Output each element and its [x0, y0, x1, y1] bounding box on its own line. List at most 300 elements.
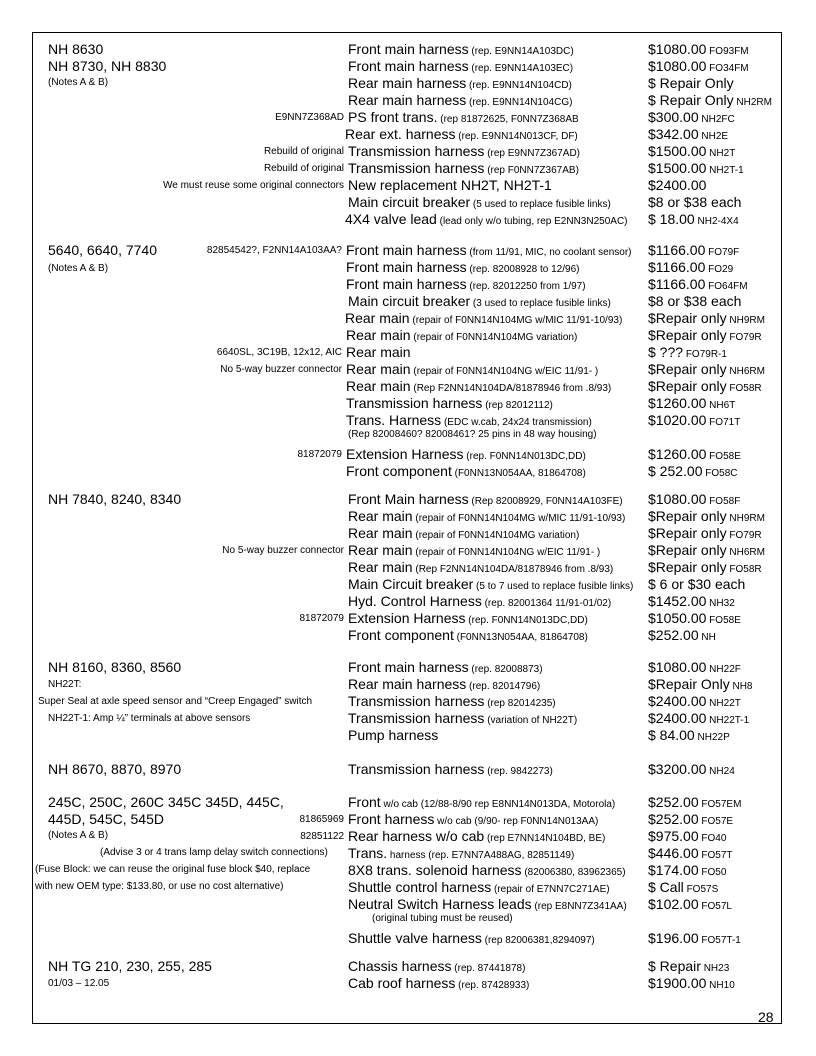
side-note: Super Seal at axle speed sensor and “Creep Engaged” switch [38, 696, 313, 707]
part-description [346, 396, 553, 411]
part-detail: (rep. 82001364 11/91-01/02) [481, 598, 612, 609]
price: $ 252.00 [648, 463, 703, 479]
part-code: NH2RM [733, 97, 772, 108]
part-name: Rear main [348, 525, 413, 541]
part-name: Front main harness [346, 276, 467, 292]
part-code: FO58E [706, 615, 741, 626]
part-code: FO79F [705, 247, 740, 258]
part-code: FO57EM [698, 799, 742, 810]
part-code: FO58F [706, 496, 741, 507]
price-cell [648, 76, 734, 90]
part-name: Transmission harness [348, 710, 485, 726]
part-name: Front main harness [348, 58, 469, 74]
part-name: Front component [346, 463, 452, 479]
part-code: FO29 [705, 264, 734, 275]
part-name: Hyd. Control Harness [348, 593, 482, 609]
price-cell [648, 379, 762, 394]
price-cell [648, 178, 706, 192]
part-detail: (rep E7NN14N104BD, BE) [484, 833, 606, 844]
row-note: 81872079 [299, 613, 344, 624]
price: $1900.00 [648, 975, 707, 991]
part-name: Front [348, 794, 381, 810]
price: $8 or $38 each [648, 194, 742, 210]
price-cell [648, 260, 733, 275]
price: $2400.00 [648, 710, 707, 726]
price-cell [648, 328, 762, 343]
part-code: NH [698, 632, 716, 643]
part-code: FO57T-1 [698, 935, 741, 946]
price: $Repair only [648, 525, 727, 541]
part-description [346, 328, 577, 343]
price: $ 18.00 [648, 211, 695, 227]
price-cell [648, 362, 765, 377]
price: $1020.00 [648, 412, 707, 428]
price-cell [648, 42, 749, 57]
row-note: E9NN7Z368AD [275, 112, 344, 123]
price: $1050.00 [648, 610, 707, 626]
part-code: NH2E [698, 131, 729, 142]
part-detail: (rep E8NN7Z341AA) [531, 901, 627, 912]
part-name: Rear ext. harness [345, 126, 456, 142]
part-name: Trans. Harness [346, 412, 442, 428]
part-name: Transmission harness [348, 761, 485, 777]
part-name: Front main harness [348, 659, 469, 675]
part-code: NH8 [729, 681, 753, 692]
part-code: NH2T [706, 148, 736, 159]
row-note: Rebuild of original [263, 146, 344, 157]
part-name: Rear main harness [348, 75, 467, 91]
price: $1260.00 [648, 395, 707, 411]
part-name: Front main harness [348, 41, 469, 57]
part-description [348, 628, 588, 643]
part-detail: (rep. E9NN14A103DC) [468, 46, 574, 57]
part-description [348, 110, 579, 125]
part-detail: (Rep F2NN14N104DA/81878946 from .8/93) [410, 383, 612, 394]
part-detail: (rep. 82008928 to 12/96) [466, 264, 580, 275]
part-description [348, 711, 577, 726]
part-description [348, 611, 588, 626]
part-description [346, 379, 611, 394]
price-cell [648, 294, 741, 308]
part-code: FO93FM [706, 46, 749, 57]
part-code: NH32 [706, 598, 735, 609]
part-name: Transmission harness [348, 160, 485, 176]
part-name: Transmission harness [348, 143, 485, 159]
part-code: FO57L [698, 901, 732, 912]
part-name: Transmission harness [346, 395, 483, 411]
price-cell [648, 594, 735, 609]
price-cell [648, 464, 738, 479]
part-code: NH23 [700, 963, 730, 974]
part-description [348, 178, 552, 192]
price: $8 or $38 each [648, 293, 742, 309]
part-detail: (repair of E7NN7C271AE) [491, 884, 610, 895]
price: $1260.00 [648, 446, 707, 462]
part-code: NH2-4X4 [694, 216, 739, 227]
part-description [348, 144, 580, 159]
part-name: PS front trans. [348, 109, 438, 125]
part-description [346, 243, 632, 258]
price-cell [648, 277, 748, 292]
price-cell [648, 127, 728, 142]
part-description [345, 311, 622, 326]
part-detail: (rep. F0NN14N013DC,DD) [463, 451, 586, 462]
part-detail: (repair of F0NN14N104MG variation) [412, 530, 580, 541]
part-name: Rear main [346, 361, 411, 377]
part-description [346, 260, 579, 275]
row-subnote: (original tubing must be reused) [372, 913, 513, 924]
part-description [348, 509, 625, 524]
part-code: NH9RM [726, 315, 765, 326]
price-cell [648, 728, 730, 743]
price: $446.00 [648, 845, 699, 861]
price-cell [648, 628, 716, 643]
price: $ ??? [648, 344, 684, 360]
price-cell [648, 829, 726, 844]
part-code: FO58R [726, 383, 762, 394]
part-detail: (rep. F0NN14N013DC,DD) [465, 615, 588, 626]
price: $1166.00 [648, 276, 706, 292]
price: $1080.00 [648, 659, 707, 675]
part-description [348, 931, 595, 946]
price-cell [648, 560, 762, 575]
price: $Repair only [648, 542, 727, 558]
part-detail: (rep. 82012250 from 1/97) [466, 281, 586, 292]
price: $1166.00 [648, 242, 706, 258]
price: $ Repair [648, 958, 701, 974]
part-description [348, 294, 611, 309]
part-name: Neutral Switch Harness leads [348, 896, 532, 912]
row-note: Rebuild of original [263, 163, 344, 174]
model-heading: NH 8160, 8360, 8560 [48, 659, 182, 675]
part-description [348, 577, 633, 592]
part-code: NH6T [706, 400, 736, 411]
part-name: Rear main harness [348, 676, 467, 692]
row-note: 6640SL, 3C19B, 12x12, AIC [216, 347, 342, 358]
part-detail: (rep 81872625, F0NN7Z368AB [437, 114, 579, 125]
price-cell [648, 195, 741, 209]
price: $252.00 [648, 627, 699, 643]
price-cell [648, 762, 735, 777]
part-description [345, 127, 578, 142]
part-name: Rear main [348, 508, 413, 524]
part-code: NH22P [694, 732, 730, 743]
part-description [348, 694, 556, 709]
model-heading: NH 8730, NH 8830 [48, 58, 167, 74]
part-detail: w/o cab (12/88-8/90 rep E8NN14N013DA, Motorola) [380, 799, 616, 810]
part-detail: (repair of F0NN14N104MG w/MIC 11/91-10/93) [409, 315, 623, 326]
price: $102.00 [648, 896, 699, 912]
part-name: Front harness [348, 811, 435, 827]
part-detail: (rep. 82008873) [468, 664, 543, 675]
price-cell [648, 345, 727, 360]
part-name: Chassis harness [348, 958, 452, 974]
side-note: (Advise 3 or 4 trans lamp delay switch connections) [100, 847, 328, 858]
part-detail: (rep 82006381,8294097) [481, 935, 595, 946]
notes-label: (Notes A & B) [48, 263, 109, 274]
price-cell [648, 694, 741, 709]
part-description [348, 93, 572, 108]
price-cell [648, 863, 726, 878]
price-cell [648, 447, 741, 462]
part-detail: (lead only w/o tubing, rep E2NN3N250AC) [436, 216, 628, 227]
part-name: Main circuit breaker [348, 293, 471, 309]
price: $1500.00 [648, 143, 707, 159]
price: $Repair only [648, 559, 727, 575]
part-name: Front main harness [346, 259, 467, 275]
price: $Repair only [648, 327, 727, 343]
part-code: FO79R [726, 530, 762, 541]
price-cell [648, 543, 765, 558]
part-name: Rear main [346, 378, 411, 394]
row-note: No 5-way buzzer connector [222, 545, 344, 556]
price-cell [648, 976, 735, 991]
part-description [346, 464, 586, 479]
part-detail: (rep. E9NN14N104CD) [466, 80, 572, 91]
part-description [346, 277, 586, 292]
row-note: 82851122 [300, 831, 344, 842]
price-cell [648, 880, 718, 895]
side-note: NH22T: [48, 679, 82, 690]
part-detail: (rep. 9842273) [484, 766, 553, 777]
part-name: Extension Harness [348, 610, 466, 626]
price-cell [648, 311, 765, 326]
price: $252.00 [648, 794, 699, 810]
part-description [348, 526, 579, 541]
price-cell [648, 144, 735, 159]
part-name: Shuttle valve harness [348, 930, 482, 946]
part-code: FO58E [706, 451, 741, 462]
price-cell [648, 959, 729, 974]
part-description [346, 345, 411, 359]
price-cell [648, 212, 739, 227]
price-cell [648, 812, 733, 827]
notes-label: (Notes A & B) [48, 77, 109, 88]
part-name: Front component [348, 627, 454, 643]
part-code: NH9RM [726, 513, 765, 524]
notes-label: (Notes A & B) [48, 830, 109, 841]
price: $ Repair Only [648, 92, 734, 108]
part-description [348, 76, 572, 91]
price: $1080.00 [648, 58, 707, 74]
price-cell [648, 897, 732, 912]
price: $ Repair Only [648, 75, 734, 91]
model-heading: NH 8670, 8870, 8970 [48, 761, 182, 777]
part-detail: (5 to 7 used to replace fusible links) [473, 581, 634, 592]
part-description [348, 161, 579, 176]
price: $196.00 [648, 930, 699, 946]
part-detail: (repair of F0NN14N104NG w/EIC 11/91- ) [410, 366, 599, 377]
part-description [346, 447, 586, 462]
part-detail: (rep. 82014796) [466, 681, 541, 692]
row-note: 82854542?, F2NN14A103AA? [206, 245, 342, 256]
row-note: No 5-way buzzer connector [220, 364, 342, 375]
part-detail: (variation of NH22T) [484, 715, 578, 726]
part-name: Rear main [348, 542, 413, 558]
model-heading: 445D, 545C, 545D [48, 811, 164, 827]
part-description [348, 660, 543, 675]
part-description [348, 728, 438, 742]
price: $252.00 [648, 811, 699, 827]
side-note: NH22T-1: Amp ¼” terminals at above sensors [48, 713, 251, 724]
part-code: NH2T-1 [706, 165, 744, 176]
part-detail: (Rep 82008929, F0NN14A103FE) [468, 496, 623, 507]
date-range: 01/03 – 12.05 [48, 978, 110, 989]
part-description [348, 762, 553, 777]
part-description [348, 560, 613, 575]
part-name: Main circuit breaker [348, 194, 471, 210]
part-detail: (5 used to replace fusible links) [470, 199, 611, 210]
part-detail: (F0NN13N054AA, 81864708) [453, 632, 588, 643]
part-detail: (from 11/91, MIC, no coolant sensor) [466, 247, 632, 258]
part-code: FO71T [706, 417, 741, 428]
price: $975.00 [648, 828, 699, 844]
side-note: (Fuse Block: we can reuse the original fuse block $40, replace [35, 864, 311, 875]
part-name: Transmission harness [348, 693, 485, 709]
part-name: Shuttle control harness [348, 879, 492, 895]
part-detail: (repair of F0NN14N104MG variation) [410, 332, 578, 343]
part-detail: w/o cab (9/90- rep F0NN14N013AA) [434, 816, 599, 827]
part-code: FO57T [698, 850, 733, 861]
page-number: 28 [758, 1009, 774, 1025]
part-code: NH24 [706, 766, 735, 777]
price: $1080.00 [648, 491, 707, 507]
price: $Repair only [648, 508, 727, 524]
part-description [348, 195, 611, 210]
part-detail: (rep. E9NN14N013CF, DF) [455, 131, 578, 142]
part-description [348, 897, 627, 912]
price-cell [648, 660, 741, 675]
part-code: NH6RM [726, 547, 765, 558]
part-code: FO40 [698, 833, 727, 844]
price: $ 84.00 [648, 727, 695, 743]
price-cell [648, 93, 772, 108]
model-heading: 245C, 250C, 260C 345C 345D, 445C, [48, 794, 284, 810]
price-cell [648, 931, 741, 946]
price-cell [648, 795, 741, 810]
part-code: NH6RM [726, 366, 765, 377]
part-name: Rear main [346, 327, 411, 343]
part-detail: (repair of F0NN14N104NG w/EIC 11/91- ) [412, 547, 601, 558]
price: $342.00 [648, 126, 699, 142]
price: $1452.00 [648, 593, 707, 609]
part-name: Rear main [346, 344, 411, 360]
part-detail: (rep. E9NN14A103EC) [468, 63, 574, 74]
part-name: Rear main harness [348, 92, 467, 108]
part-name: Rear harness w/o cab [348, 828, 485, 844]
price: $300.00 [648, 109, 699, 125]
price: $1080.00 [648, 41, 707, 57]
row-note: 81865969 [299, 814, 344, 825]
price-cell [648, 413, 740, 428]
price: $1500.00 [648, 160, 707, 176]
part-detail: (82006380, 83962365) [521, 867, 626, 878]
part-name: Trans. [348, 845, 388, 861]
part-description [348, 846, 574, 861]
price: $3200.00 [648, 761, 707, 777]
part-code: FO50 [698, 867, 727, 878]
part-code: NH22T [706, 698, 741, 709]
part-detail: (F0NN13N054AA, 81864708) [451, 468, 586, 479]
part-detail: (Rep F2NN14N104DA/81878946 from .8/93) [412, 564, 614, 575]
part-code: NH22F [706, 664, 741, 675]
part-detail: (rep. 87428933) [455, 980, 530, 991]
part-description [348, 594, 611, 609]
part-code: FO58C [702, 468, 738, 479]
part-code: NH10 [706, 980, 735, 991]
price-cell [648, 846, 733, 861]
part-name: Rear main [345, 310, 410, 326]
price: $Repair only [648, 310, 727, 326]
part-name: New replacement NH2T, NH2T-1 [348, 177, 552, 193]
part-name: Rear main [348, 559, 413, 575]
part-detail: (repair of F0NN14N104MG w/MIC 11/91-10/93) [412, 513, 626, 524]
part-name: 4X4 valve lead [345, 211, 437, 227]
part-code: FO34FM [706, 63, 749, 74]
price-cell [648, 509, 765, 524]
part-detail: (rep F0NN7Z367AB) [484, 165, 579, 176]
part-code: NH22T-1 [706, 715, 750, 726]
price: $ 6 or $30 each [648, 576, 746, 592]
price-cell [648, 711, 749, 726]
part-name: 8X8 trans. solenoid harness [348, 862, 522, 878]
price-cell [648, 396, 735, 411]
price-cell [648, 110, 735, 125]
price: $2400.00 [648, 693, 707, 709]
price-cell [648, 526, 762, 541]
part-description [348, 492, 623, 507]
row-note: We must reuse some original connectors [162, 180, 344, 191]
price: $1166.00 [648, 259, 706, 275]
part-detail: harness (rep. E7NN7A488AG, 82851149) [387, 850, 575, 861]
part-description [348, 42, 574, 57]
price-cell [648, 161, 744, 176]
price: $Repair only [648, 361, 727, 377]
price-cell [648, 577, 745, 591]
part-description [348, 59, 573, 74]
row-note: 81872079 [297, 449, 342, 460]
price-cell [648, 59, 749, 74]
part-description [348, 863, 626, 878]
part-name: Pump harness [348, 727, 439, 743]
price-cell [648, 492, 740, 507]
price: $2400.00 [648, 177, 707, 193]
price-cell [648, 677, 753, 692]
price-cell [648, 611, 741, 626]
model-heading: NH TG 210, 230, 255, 285 [48, 958, 212, 974]
part-description [348, 677, 540, 692]
part-description [346, 413, 592, 428]
part-name: Extension Harness [346, 446, 464, 462]
row-subnote: (Rep 82008460? 82008461? 25 pins in 48 way housing) [348, 429, 597, 440]
part-description [348, 829, 605, 844]
part-detail: (rep. E9NN14N104CG) [466, 97, 573, 108]
part-detail: (rep E9NN7Z367AD) [484, 148, 581, 159]
part-detail: (rep 82014235) [484, 698, 556, 709]
part-name: Main Circuit breaker [348, 576, 474, 592]
part-description [348, 959, 525, 974]
part-description [345, 212, 628, 227]
part-description [348, 976, 529, 991]
part-code: NH2FC [698, 114, 735, 125]
part-description [348, 812, 598, 827]
part-code: FO79R-1 [683, 349, 727, 360]
part-detail: (EDC w.cab, 24x24 transmission) [441, 417, 592, 428]
price: $174.00 [648, 862, 699, 878]
price: $ Call [648, 879, 684, 895]
part-description [348, 795, 615, 810]
part-code: FO57E [698, 816, 734, 827]
